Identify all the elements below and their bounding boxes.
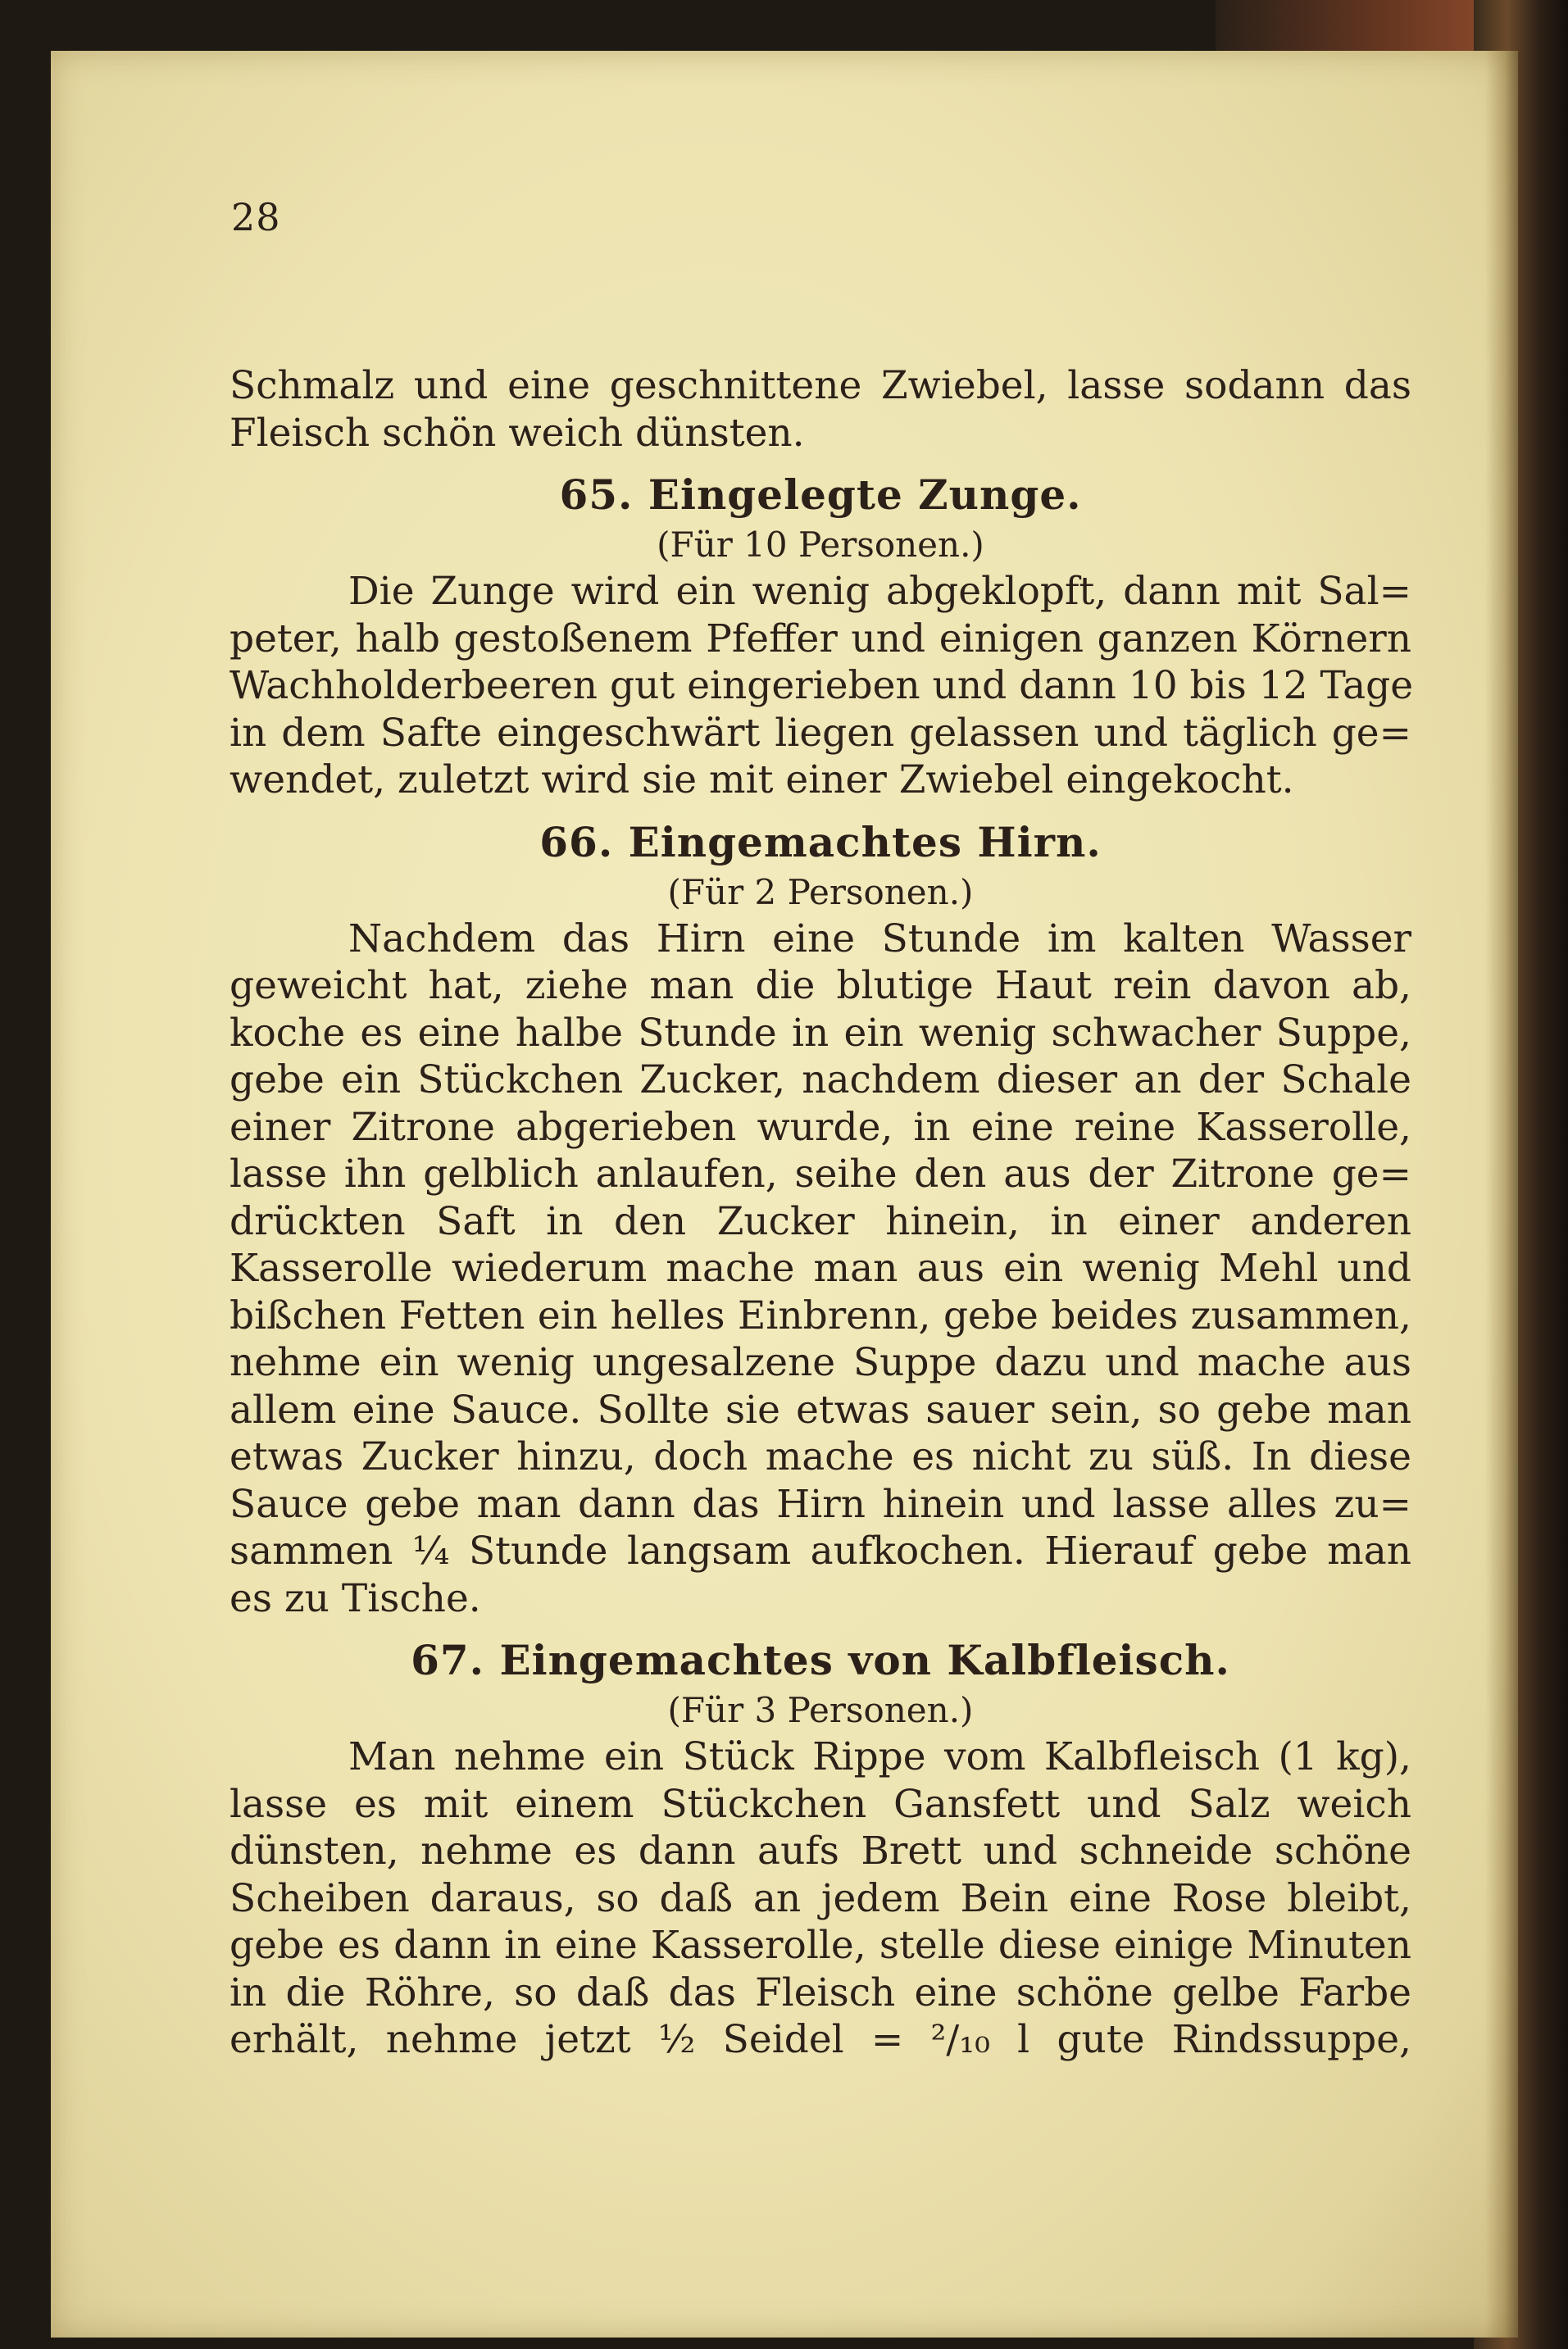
text-line: es zu Tische. [230, 1575, 481, 1621]
recipe-heading: 65. Eingelegte Zunge. [559, 470, 1082, 519]
text-line: Sauce gebe man dann das Hirn hinein und lasse alles zu= [230, 1481, 1411, 1527]
text-line: koche es eine halbe Stunde in ein wenig schwacher Suppe, [230, 1010, 1411, 1056]
text-line: geweicht hat, ziehe man die blutige Haut rein davon ab, [230, 963, 1411, 1008]
text-line: Schmalz und eine geschnittene Zwiebel, lasse sodann das [230, 363, 1411, 408]
text-line: nehme ein wenig ungesalzene Suppe dazu und mache aus [230, 1340, 1411, 1385]
text-line: peter, halb gestoßenem Pfeffer und einigen ganzen Körnern [230, 616, 1411, 661]
text-line: wendet, zuletzt wird sie mit einer Zwiebel eingekocht. [230, 757, 1294, 802]
page-number: 28 [231, 195, 281, 239]
text-line: allem eine Sauce. Sollte sie etwas sauer sein, so gebe man [230, 1387, 1411, 1433]
text-line: gebe es dann in eine Kasserolle, stelle diese einige Minuten [230, 1923, 1411, 1968]
text-line: Die Zunge wird ein wenig abgeklopft, dann mit Sal= [348, 569, 1411, 614]
text-line: erhält, nehme jetzt ½ Seidel = ²/₁₀ l gute Rindssuppe, [230, 2017, 1411, 2062]
page-text [230, 362, 1414, 2064]
recipe-heading: 67. Eingemachtes von Kalbfleisch. [411, 1636, 1230, 1684]
recipe-servings: (Für 3 Personen.) [667, 1690, 974, 1730]
page-edge-shadow [1485, 51, 1518, 2338]
text-line: gebe ein Stückchen Zucker, nachdem dieser an der Schale [230, 1057, 1411, 1102]
text-line: Man nehme ein Stück Rippe vom Kalbfleisch (1 kg), [348, 1734, 1411, 1779]
text-line: lasse es mit einem Stückchen Gansfett und Salz weich [230, 1781, 1411, 1827]
text-line: Scheiben daraus, so daß an jedem Bein eine Rose bleibt, [230, 1875, 1411, 1921]
text-line: sammen ¼ Stunde langsam aufkochen. Hierauf gebe man [230, 1529, 1411, 1574]
recipe-servings: (Für 10 Personen.) [657, 525, 984, 565]
text-line: drückten Saft in den Zucker hinein, in einer anderen [230, 1198, 1411, 1244]
text-line: Nachdem das Hirn eine Stunde im kalten Wasser [348, 916, 1411, 961]
text-line: einer Zitrone abgerieben wurde, in eine reine Kasserolle, [230, 1104, 1411, 1150]
text-line: dünsten, nehme es dann aufs Brett und schneide schöne [230, 1829, 1411, 1874]
book-page [51, 51, 1518, 2338]
text-line: in die Röhre, so daß das Fleisch eine schöne gelbe Farbe [230, 1970, 1411, 2015]
recipe-heading: 66. Eingemachtes Hirn. [539, 817, 1102, 866]
text-line: bißchen Fetten ein helles Einbrenn, gebe beides zusammen, [230, 1293, 1411, 1338]
text-line: etwas Zucker hinzu, doch mache es nicht zu süß. In diese [230, 1434, 1411, 1479]
text-line: Fleisch schön weich dünsten. [230, 410, 805, 456]
text-line: Wachholderbeeren gut eingerieben und dann 10 bis 12 Tage [230, 663, 1414, 708]
text-line: Kasserolle wiederum mache man aus ein wenig Mehl und [230, 1246, 1411, 1291]
text-line: lasse ihn gelblich anlaufen, seihe den aus der Zitrone ge= [230, 1152, 1411, 1197]
text-line: in dem Safte eingeschwärt liegen gelassen und täglich ge= [230, 710, 1411, 756]
recipe-servings: (Für 2 Personen.) [667, 871, 974, 912]
